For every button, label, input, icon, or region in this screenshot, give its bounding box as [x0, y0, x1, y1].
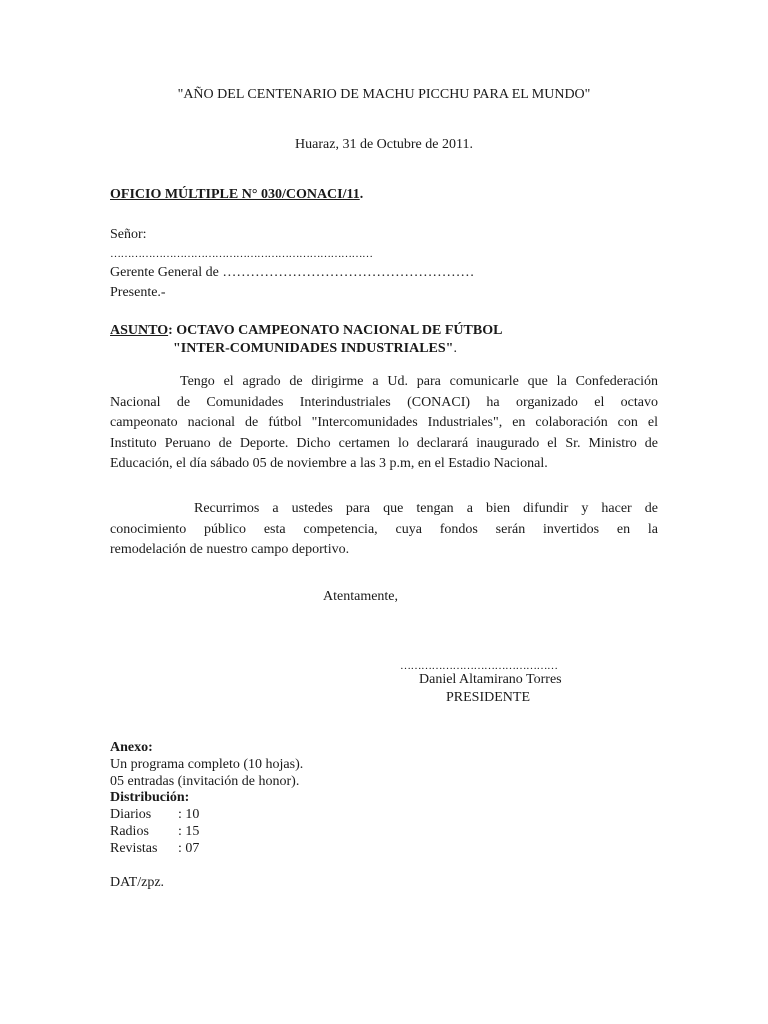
annex-item: Un programa completo (10 hojas). — [110, 757, 304, 772]
year-motto: "AÑO DEL CENTENARIO DE MACHU PICCHU PARA EL MUNDO" — [177, 87, 591, 102]
typist-initials: DAT/zpz. — [110, 875, 165, 890]
annex-label: Anexo: — [110, 740, 153, 755]
subject-title: OCTAVO CAMPEONATO NACIONAL DE FÚTBOL — [172, 323, 503, 338]
paragraph-1-line: Nacional de Comunidades Interindustriales (CONACI) ha organizado el octavo — [110, 394, 658, 410]
signer-name: Daniel Altamirano Torres — [419, 672, 562, 687]
reference-line — [110, 186, 363, 204]
place-date: Huaraz, 31 de Octubre de 2011. — [295, 137, 473, 152]
distribution-row — [110, 840, 199, 858]
distribution-name: Revistas — [110, 841, 158, 856]
body-paragraph-1 — [110, 372, 658, 475]
subject-subtitle-suffix: . — [453, 341, 457, 356]
distribution-row — [110, 823, 199, 841]
signature-line: ……………………………………… — [400, 660, 558, 672]
distribution-value: : 07 — [178, 841, 200, 856]
subject-line-2 — [173, 340, 457, 358]
subject-line-1 — [110, 322, 502, 340]
distribution-row — [110, 806, 199, 824]
paragraph-1-line: Educación, el día sábado 05 de noviembre a las 3 p.m, en el Estadio Nacional. — [110, 456, 548, 471]
distribution-label: Distribución: — [110, 790, 190, 805]
closing-text: Atentamente, — [323, 589, 399, 604]
paragraph-2-line: remodelación de nuestro campo deportivo. — [110, 542, 350, 557]
recipient-presente: Presente.- — [110, 285, 166, 300]
subject-label: ASUNTO — [110, 323, 169, 338]
recipient-name-dots: ………………………………………………………………… — [110, 248, 373, 260]
reference-number: OFICIO MÚLTIPLE N° 030/CONACI/11 — [110, 187, 360, 202]
recipient-salutation: Señor: — [110, 227, 147, 242]
subject-subtitle: "INTER-COMUNIDADES INDUSTRIALES" — [173, 341, 454, 356]
signer-title: PRESIDENTE — [446, 690, 530, 705]
recipient-position: Gerente General de ……………………………………………… — [110, 265, 475, 280]
subject-colon: : — [168, 323, 173, 338]
body-paragraph-2 — [110, 499, 658, 561]
distribution-value: : 10 — [178, 807, 200, 822]
paragraph-2-line: Recurrimos a ustedes para que tengan a bien difundir y hacer de — [194, 501, 658, 516]
distribution-name: Radios — [110, 824, 149, 839]
paragraph-1-line: Tengo el agrado de dirigirme a Ud. para comunicarle que la Confederación — [180, 374, 658, 389]
distribution-value: : 15 — [178, 824, 200, 839]
paragraph-2-line: conocimiento público esta competencia, cuya fondos serán invertidos en la — [110, 521, 658, 537]
paragraph-1-line: campeonato nacional de fútbol "Intercomunidades Industriales", en colaboración con el — [110, 415, 658, 430]
annex-item: 05 entradas (invitación de honor). — [110, 774, 300, 789]
distribution-name: Diarios — [110, 807, 152, 822]
paragraph-1-line: Instituto Peruano de Deporte. Dicho certamen lo declarará inaugurado el Sr. Ministro de — [110, 435, 658, 451]
reference-suffix: . — [359, 187, 364, 202]
